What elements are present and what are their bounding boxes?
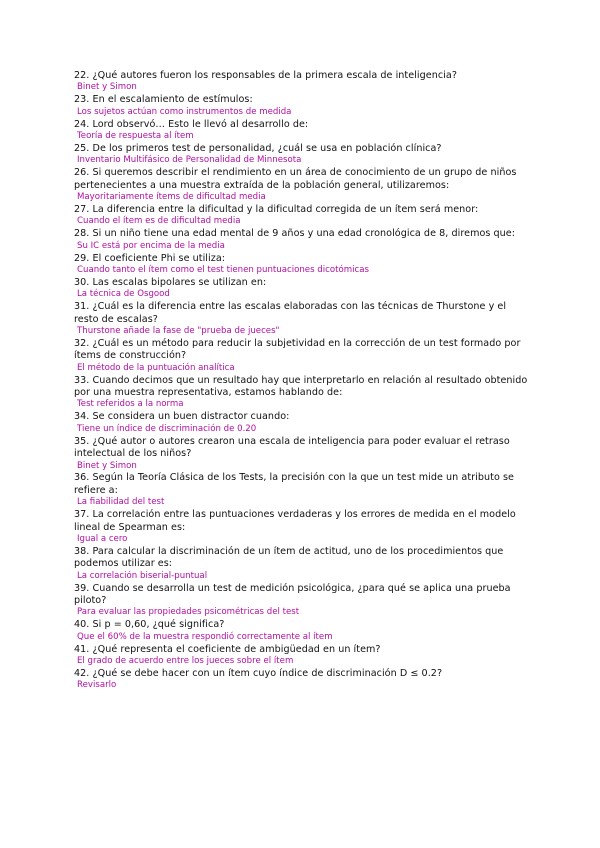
question-text: 37. La correlación entre las puntuaciones verdaderas y los errores de medida en el modelo lineal de Spearman es: [74,509,516,533]
answer-text: Cuando tanto el ítem como el test tienen puntuaciones dicotómicas [77,265,369,275]
answer-text: Igual a cero [77,533,128,544]
question-text: 26. Si queremos describir el rendimiento en un área de conocimiento de un grupo de niños pertenecientes a una muestra extraída de la población general, utilizaremos: [74,167,517,191]
question-31 [74,301,532,338]
question-41 [74,644,532,668]
question-text: 35. ¿Qué autor o autores crearon una escala de inteligencia para poder evaluar el retraso intelectual de los niños? [74,435,510,460]
answer-text: Inventario Multifásico de Personalidad de Minnesota [77,155,302,166]
answer-text: Para evaluar las propiedades psicométricas del test [77,607,300,618]
answer-text: Tiene un índice de discriminación de 0.20 [77,423,257,434]
question-25 [74,143,532,167]
question-39 [74,583,532,620]
question-24 [74,119,532,143]
question-text: 28. Si un niño tiene una edad mental de 9 años y una edad cronológica de 8, diremos que: [74,228,516,240]
answer-text: Teoría de respuesta al ítem [77,131,194,142]
question-text: 27. La diferencia entre la dificultad y la dificultad corregida de un ítem será menor: [74,203,479,215]
answer-text: Thurstone añade la fase de "prueba de jueces" [77,326,280,337]
question-23 [74,94,532,118]
question-text: 36. Según la Teoría Clásica de los Tests, la precisión con la que un test mide un atributo se refiere a: [74,472,514,496]
answer-text: La fiabilidad del test [77,497,165,508]
question-text: 31. ¿Cuál es la diferencia entre las escalas elaboradas con las técnicas de Thurstone y el resto de escalas? [74,301,507,325]
question-text: 42. ¿Qué se debe hacer con un ítem cuyo índice de discriminación D ≤ 0.2? [74,667,443,679]
question-40 [74,619,532,643]
answer-text: Binet y Simon [77,460,137,471]
answer-text: La correlación biserial-puntual [77,570,208,581]
question-text: 39. Cuando se desarrolla un test de medición psicológica, ¿para qué se aplica una prueba piloto? [74,582,511,606]
answer-text: El método de la puntuación analítica [77,362,235,373]
answer-text: El grado de acuerdo entre los jueces sobre el ítem [77,656,294,666]
answer-text: Cuando el ítem es de dificultad media [77,216,241,227]
question-text: 24. Lord observó… Esto le llevó al desarrollo de: [74,118,309,130]
answer-text: La técnica de Osgood [77,289,170,300]
answer-text: Que el 60% de la muestra respondió correctamente al ítem [77,631,333,642]
question-text: 23. En el escalamiento de estímulos: [74,94,253,106]
question-text: 38. Para calcular la discriminación de un ítem de actitud, uno de los procedimientos que podemos utilizar es: [74,545,504,570]
question-text: 41. ¿Qué representa el coeficiente de ambigüedad en un ítem? [74,643,381,655]
question-28 [74,228,532,252]
question-list [74,70,532,692]
question-text: 34. Se considera un buen distractor cuando: [74,411,290,423]
question-text: 29. El coeficiente Phi se utiliza: [74,252,226,264]
answer-text: Test referidos a la norma [77,399,184,410]
answer-text: Su IC está por encima de la media [77,240,225,251]
question-32 [74,338,532,375]
question-text: 22. ¿Qué autores fueron los responsables de la primera escala de inteligencia? [74,70,457,81]
answer-text: Binet y Simon [77,82,137,93]
question-27 [74,204,532,228]
question-36 [74,472,532,509]
answer-text: Los sujetos actúan como instrumentos de medida [77,106,292,117]
question-text: 25. De los primeros test de personalidad, ¿cuál se usa en población clínica? [74,142,442,154]
question-37 [74,509,532,546]
answer-text: Mayoritariamente ítems de dificultad media [77,192,266,203]
question-26 [74,167,532,204]
question-38 [74,546,532,583]
question-35 [74,436,532,473]
question-30 [74,277,532,301]
question-34 [74,411,532,435]
question-33 [74,375,532,412]
answer-text: Revisarlo [77,680,117,691]
question-42 [74,668,532,692]
question-29 [74,253,532,277]
question-text: 32. ¿Cuál es un método para reducir la subjetividad en la corrección de un test formado por ítems de construcción? [74,337,521,362]
question-text: 40. Si p = 0,60, ¿qué significa? [74,619,225,631]
question-22 [74,70,532,94]
question-text: 30. Las escalas bipolares se utilizan en: [74,276,267,288]
question-text: 33. Cuando decimos que un resultado hay que interpretarlo en relación al resultado obtenido por una muestra representativa, estamos hablando de: [74,374,528,399]
